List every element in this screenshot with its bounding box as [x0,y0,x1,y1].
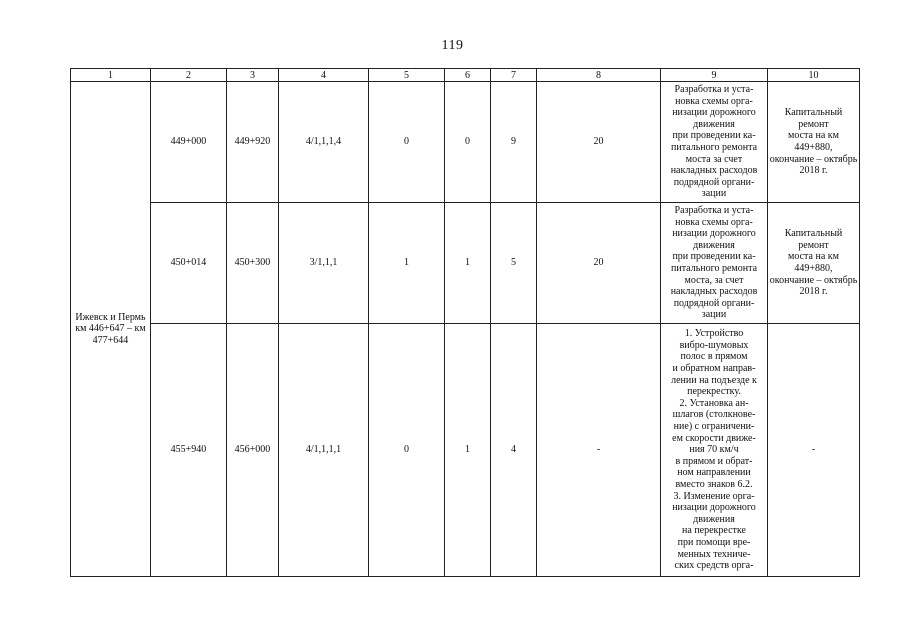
measures-cell: Разработка и уста- новка схемы орга- низации дорожного движения при проведении ка- питального ремонта моста, за счет накладных расходов подрядной органи- зации [661,203,768,324]
column-header: 3 [227,69,279,82]
value-cell: 0 [369,324,445,577]
value-cell: - [537,324,661,577]
start-km-cell: 449+000 [151,82,227,203]
measures-cell: 1. Устройство вибро-шумовых полос в прямом и обратном направ- лении на подъезде к перекрестку. 2. Установка ан- шлагов (столкнове- ние) с ограничени- ем скорости движе- ния 70 км/ч в прямом и обрат- ном направлении вместо знаков 6.2. 3. Изменение орга- низации дорожного движения на перекрестке при помощи вре- менных техниче- ских средств орга- [661,324,768,577]
column-header: 10 [768,69,860,82]
note-cell: Капитальный ремонт моста на км 449+880, окончание – октябрь 2018 г. [768,82,860,203]
note-cell: - [768,324,860,577]
code-cell: 3/1,1,1 [279,203,369,324]
code-cell: 4/1,1,1,1 [279,324,369,577]
column-header: 9 [661,69,768,82]
start-km-cell: 450+014 [151,203,227,324]
column-number-row [71,69,860,82]
value-cell: 4 [491,324,537,577]
value-cell: 20 [537,82,661,203]
column-header: 6 [445,69,491,82]
column-header: 1 [71,69,151,82]
table-row [71,324,860,577]
column-header: 8 [537,69,661,82]
column-header: 4 [279,69,369,82]
value-cell: 0 [369,82,445,203]
end-km-cell: 449+920 [227,82,279,203]
value-cell: 20 [537,203,661,324]
value-cell: 1 [445,203,491,324]
end-km-cell: 450+300 [227,203,279,324]
column-header: 7 [491,69,537,82]
value-cell: 1 [369,203,445,324]
road-section-cell: Ижевск и Пермь км 446+647 – км 477+644 [71,82,151,577]
measures-cell: Разработка и уста- новка схемы орга- низации дорожного движения при проведении ка- питального ремонта моста за счет накладных расходов подрядной органи- зации [661,82,768,203]
page-number: 119 [441,38,464,53]
note-cell: Капитальный ремонт моста на км 449+880, окончание – октябрь 2018 г. [768,203,860,324]
code-cell: 4/1,1,1,4 [279,82,369,203]
end-km-cell: 456+000 [227,324,279,577]
column-header: 2 [151,69,227,82]
traffic-measures-table [70,68,860,577]
column-header: 5 [369,69,445,82]
start-km-cell: 455+940 [151,324,227,577]
table-row [71,82,860,203]
table-row [71,203,860,324]
value-cell: 0 [445,82,491,203]
value-cell: 1 [445,324,491,577]
value-cell: 5 [491,203,537,324]
value-cell: 9 [491,82,537,203]
